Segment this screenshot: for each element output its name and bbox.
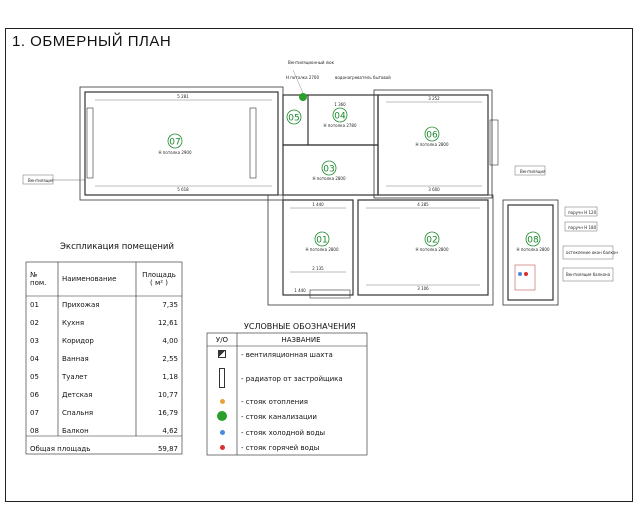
- table-row: 02 Кухня 12,61: [30, 319, 178, 327]
- table-header: Наименование: [62, 275, 117, 283]
- table-row: 06 Детская 10,77: [30, 391, 178, 399]
- legend-item: - стояк горячей воды: [207, 440, 365, 455]
- legend-item: - стояк канализации: [207, 409, 365, 425]
- sewer-riser-icon: [217, 411, 227, 421]
- room-number: 07: [169, 137, 181, 148]
- cold-water-riser-icon: [518, 272, 522, 276]
- sewer-riser-icon: [299, 93, 307, 101]
- room-number: 01: [316, 235, 328, 246]
- vent-shaft-icon: [218, 350, 226, 358]
- glass-annotation: остекление окон балкон: [566, 250, 618, 255]
- radiator-icon: [219, 368, 225, 388]
- dim-label: 5 281: [177, 94, 189, 99]
- dim-label: 1 440: [294, 288, 306, 293]
- vent-annotation: Вентиляционный люк: [288, 60, 335, 65]
- table-header: Площадь ( м² ): [142, 271, 176, 287]
- room-number: 04: [334, 111, 346, 122]
- heater-annotation-left: Вентиляция: [28, 178, 54, 183]
- dim-label: 4 285: [417, 202, 429, 207]
- room-number: 08: [527, 235, 539, 246]
- room-height: Н потолка 2800: [305, 247, 339, 252]
- table-row: 08 Балкон 4,62: [30, 427, 178, 435]
- legend-item: - стояк холодной воды: [207, 425, 365, 440]
- room-height: Н потолка 2800: [415, 142, 449, 147]
- cold-water-riser-icon: [220, 430, 225, 435]
- explication-table: [26, 262, 182, 458]
- dim-label: 3 252: [428, 96, 440, 101]
- legend-item: - радиатор от застройщика: [207, 364, 365, 394]
- room-height: Н потолка 2800: [312, 176, 346, 181]
- total-row: Общая площадь 59,87: [30, 445, 178, 453]
- water-annotation: водонагреватель бытовой: [335, 75, 391, 80]
- room-number: 05: [288, 113, 300, 124]
- legend-item: - стояк отопления: [207, 394, 365, 409]
- legend-header: НАЗВАНИЕ: [281, 335, 321, 344]
- table-row: 04 Ванная 2,55: [30, 355, 178, 363]
- dim-label: 1 440: [312, 202, 324, 207]
- room-number: 06: [426, 130, 438, 141]
- room-height: Н потолка 2900: [158, 150, 192, 155]
- legend-table: [207, 333, 365, 455]
- explication-title: Экспликация помещений: [60, 242, 174, 252]
- dim-label: 1 360: [334, 102, 346, 107]
- room-height: Н потолка 2800: [516, 247, 550, 252]
- railing-annotation: поручн Н 180: [568, 225, 597, 230]
- table-row: 05 Туалет 1,18: [30, 373, 178, 381]
- dim-label: 2 135: [312, 266, 324, 271]
- table-row: 03 Коридор 4,00: [30, 337, 178, 345]
- railing-annotation: поручн Н 120: [568, 210, 597, 215]
- room-number: 02: [426, 235, 438, 246]
- table-header: № пом.: [30, 271, 47, 287]
- legend-item: - вентиляционная шахта: [207, 346, 365, 364]
- page-title: 1. ОБМЕРНЫЙ ПЛАН: [12, 33, 172, 50]
- table-row: 01 Прихожая 7,35: [30, 301, 178, 309]
- dim-label: 3 600: [428, 187, 440, 192]
- heater-annotation-right: Вентиляция: [520, 169, 546, 174]
- room-height: Н потолка 2800: [415, 247, 449, 252]
- dim-label: 3 106: [417, 286, 429, 291]
- legend-header: У/О: [215, 335, 229, 344]
- hot-water-riser-icon: [524, 272, 528, 276]
- room-number: 03: [323, 164, 335, 175]
- height-annotation: Н потолка 2700: [286, 75, 319, 80]
- hot-water-riser-icon: [220, 445, 225, 450]
- room-height: Н потолка 2780: [323, 123, 357, 128]
- balcony-grid: [515, 265, 535, 290]
- heating-riser-icon: [220, 399, 225, 404]
- window-annotation: Вентиляция балкона: [566, 272, 611, 277]
- dim-label: 5 618: [177, 187, 189, 192]
- table-row: 07 Спальня 16,79: [30, 409, 178, 417]
- legend-title: УСЛОВНЫЕ ОБОЗНАЧЕНИЯ: [244, 322, 356, 331]
